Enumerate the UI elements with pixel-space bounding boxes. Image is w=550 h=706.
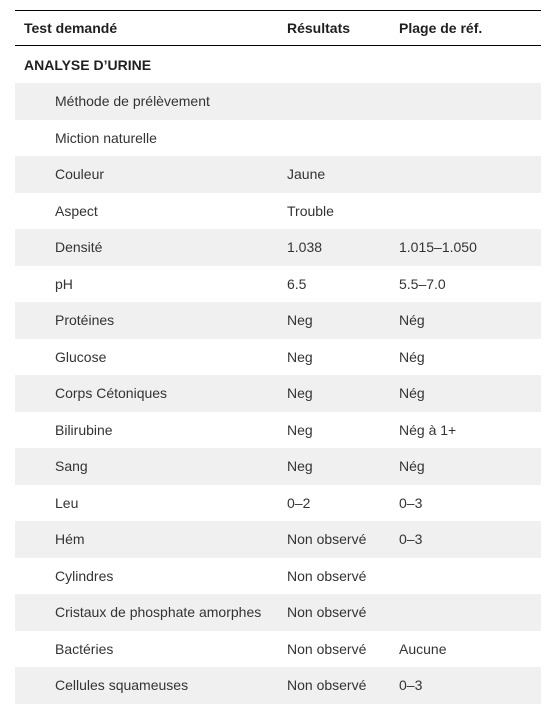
- header-result: Résultats: [284, 11, 396, 46]
- cell-reference: Nég: [396, 448, 541, 485]
- header-reference: Plage de réf.: [396, 11, 541, 46]
- cell-test: Cylindres: [55, 567, 114, 584]
- cell-test: Miction naturelle: [55, 129, 157, 146]
- urinalysis-results-table: [15, 10, 541, 704]
- section-title: ANALYSE D’URINE: [24, 56, 152, 73]
- table-row: [15, 339, 541, 376]
- cell-result: Neg: [287, 421, 313, 438]
- table-row: [15, 631, 541, 668]
- cell-result: Trouble: [287, 202, 334, 219]
- table-row: [15, 83, 541, 120]
- table-row: [15, 193, 541, 230]
- cell-reference: 0–3: [396, 667, 541, 704]
- table-row: [15, 229, 541, 266]
- cell-result: [284, 120, 396, 157]
- cell-test: Sang: [15, 448, 284, 485]
- section-row: [15, 46, 541, 84]
- cell-result: Neg: [284, 375, 396, 412]
- urinalysis-table-container: [15, 10, 541, 704]
- cell-result: Non observé: [287, 640, 367, 657]
- cell-reference: [396, 193, 541, 230]
- table-row: [15, 412, 541, 449]
- cell-result: Non observé: [284, 667, 396, 704]
- cell-result: 1.038: [284, 229, 396, 266]
- table-row: [15, 667, 541, 704]
- cell-test: Cellules squameuses: [15, 667, 284, 704]
- header-test: Test demandé: [15, 11, 284, 46]
- cell-reference: Nég: [399, 348, 425, 365]
- cell-test: Hém: [15, 521, 284, 558]
- table-row: [15, 521, 541, 558]
- cell-test: Densité: [15, 229, 284, 266]
- cell-reference: Nég: [396, 302, 541, 339]
- cell-result: 6.5: [287, 275, 307, 292]
- cell-test: Méthode de prélèvement: [15, 83, 284, 120]
- cell-result: Non observé: [284, 594, 396, 631]
- cell-reference: 5.5–7.0: [399, 275, 446, 292]
- cell-reference: [396, 120, 541, 157]
- cell-reference: 1.015–1.050: [396, 229, 541, 266]
- table-row: [15, 120, 541, 157]
- cell-test: pH: [55, 275, 73, 292]
- cell-test: Cristaux de phosphate amorphes: [15, 594, 284, 631]
- cell-reference: [396, 558, 541, 595]
- cell-test: Protéines: [15, 302, 284, 339]
- cell-test: Couleur: [15, 156, 284, 193]
- cell-test: Corps Cétoniques: [15, 375, 284, 412]
- cell-result: Neg: [287, 348, 313, 365]
- cell-result: Neg: [284, 448, 396, 485]
- cell-result: Neg: [284, 302, 396, 339]
- table-row: [15, 558, 541, 595]
- cell-test: Bilirubine: [55, 421, 113, 438]
- cell-test: Leu: [55, 494, 79, 511]
- table-row: [15, 266, 541, 303]
- cell-result: Non observé: [284, 521, 396, 558]
- cell-reference: Nég: [396, 375, 541, 412]
- table-row: [15, 485, 541, 522]
- cell-reference: 0–3: [396, 521, 541, 558]
- cell-test: Glucose: [55, 348, 107, 365]
- cell-reference: Aucune: [399, 640, 447, 657]
- table-row: [15, 156, 541, 193]
- table-row: [15, 594, 541, 631]
- cell-result: Jaune: [284, 156, 396, 193]
- table-row: [15, 375, 541, 412]
- cell-test: Bactéries: [55, 640, 114, 657]
- cell-result: 0–2: [287, 494, 311, 511]
- table-row: [15, 448, 541, 485]
- table-row: [15, 302, 541, 339]
- cell-reference: [396, 156, 541, 193]
- cell-result: [284, 83, 396, 120]
- cell-reference: [396, 83, 541, 120]
- table-header-row: [15, 11, 541, 46]
- cell-reference: [396, 594, 541, 631]
- cell-reference: 0–3: [399, 494, 423, 511]
- cell-result: Non observé: [287, 567, 367, 584]
- cell-reference: Nég à 1+: [399, 421, 457, 438]
- cell-test: Aspect: [55, 202, 98, 219]
